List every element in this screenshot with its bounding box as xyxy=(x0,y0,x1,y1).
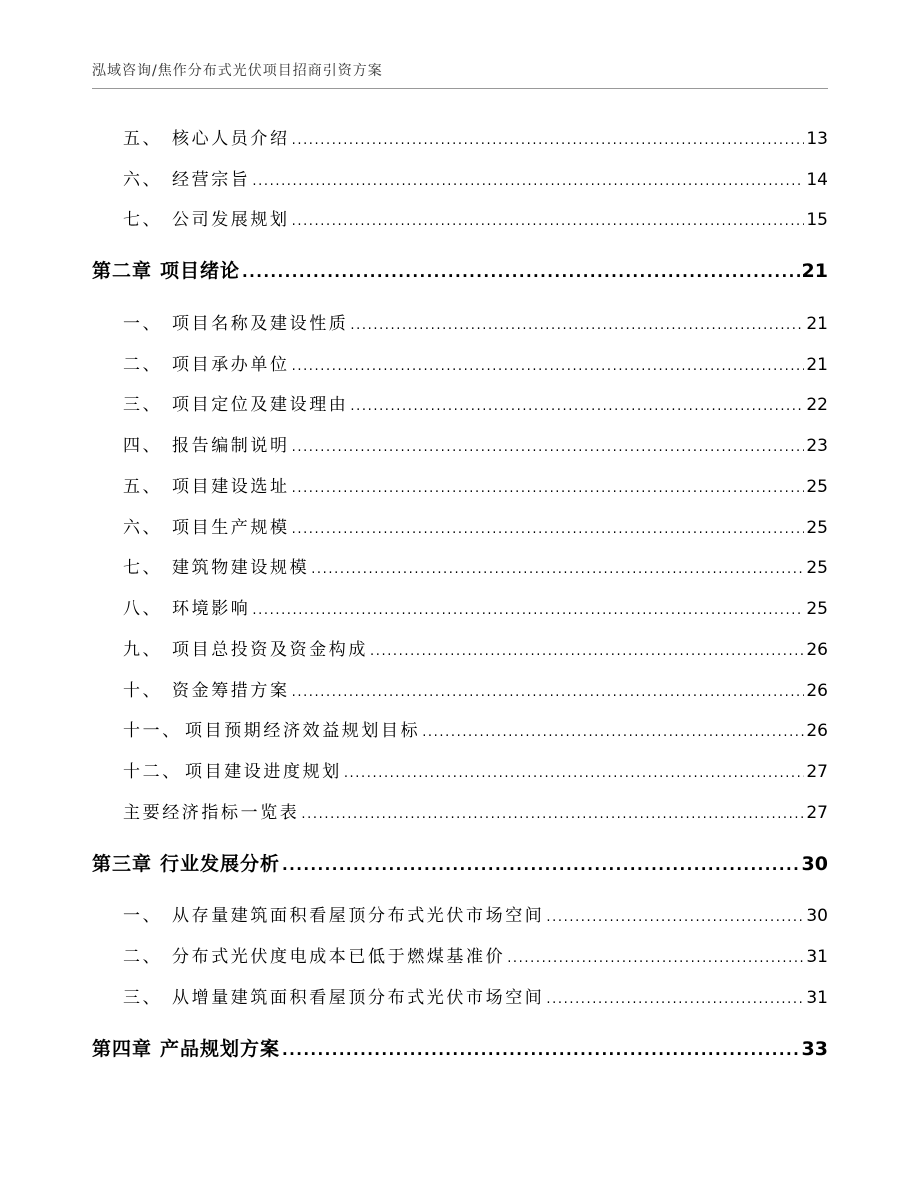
toc-chapter-number: 第三章 xyxy=(92,853,153,875)
toc-leader-dots xyxy=(292,127,805,144)
toc-chapter-title: 行业发展分析 xyxy=(160,853,281,875)
toc-entry[interactable] xyxy=(92,901,828,926)
toc-leader-dots xyxy=(252,168,804,185)
toc-entry[interactable] xyxy=(92,553,828,578)
toc-entry-title: 项目预期经济效益规划目标 xyxy=(185,721,421,741)
toc-leader-dots xyxy=(546,986,804,1003)
toc-leader-dots xyxy=(292,475,805,492)
toc-entry-number: 四、 xyxy=(123,436,163,456)
toc-entry-page: 25 xyxy=(806,518,828,538)
toc-entry-title: 项目建设选址 xyxy=(172,477,290,497)
toc-leader-dots xyxy=(422,719,804,736)
toc-entry[interactable] xyxy=(92,757,828,782)
toc-chapter-title: 产品规划方案 xyxy=(160,1038,281,1060)
toc-entry-title: 建筑物建设规模 xyxy=(172,558,310,578)
toc-entry[interactable] xyxy=(92,594,828,619)
toc-entry[interactable] xyxy=(92,165,828,190)
toc-entry-number: 一、 xyxy=(123,906,163,926)
toc-chapter[interactable] xyxy=(92,1034,828,1061)
toc-entry-title: 资金筹措方案 xyxy=(172,681,290,701)
toc-leader-dots xyxy=(282,1036,800,1055)
toc-entry-page: 26 xyxy=(806,721,828,741)
toc-entry[interactable] xyxy=(92,513,828,538)
toc-chapter-title: 项目绪论 xyxy=(160,260,241,282)
toc-entry-page: 26 xyxy=(806,640,828,660)
toc-entry[interactable] xyxy=(92,676,828,701)
toc-entry-page: 14 xyxy=(806,170,828,190)
toc-entry-page: 22 xyxy=(806,395,828,415)
toc-entry-page: 27 xyxy=(806,762,828,782)
toc-entry-number: 九、 xyxy=(123,640,163,660)
toc-entry-number: 六、 xyxy=(123,518,163,538)
toc-entry-page: 15 xyxy=(806,210,828,230)
toc-leader-dots xyxy=(370,638,804,655)
toc-entry-title: 主要经济指标一览表 xyxy=(123,803,300,823)
toc-entry-page: 25 xyxy=(806,477,828,497)
toc-chapter-page: 30 xyxy=(801,853,828,875)
toc-entry-number: 八、 xyxy=(123,599,163,619)
toc-entry[interactable] xyxy=(92,431,828,456)
toc-entry-number: 十一、 xyxy=(123,721,182,741)
toc-leader-dots xyxy=(546,904,804,921)
toc-entry-title: 从增量建筑面积看屋顶分布式光伏市场空间 xyxy=(172,988,545,1008)
toc-leader-dots xyxy=(292,516,805,533)
toc-entry-title: 项目建设进度规划 xyxy=(185,762,342,782)
toc-chapter[interactable] xyxy=(92,256,828,283)
toc-chapter-page: 33 xyxy=(801,1038,828,1060)
toc-entry[interactable] xyxy=(92,124,828,149)
toc-leader-dots xyxy=(350,312,804,329)
toc-entry[interactable] xyxy=(92,635,828,660)
toc-entry-number: 十、 xyxy=(123,681,163,701)
toc-chapter-number: 第四章 xyxy=(92,1038,153,1060)
toc-leader-dots xyxy=(507,945,804,962)
toc-entry-title: 经营宗旨 xyxy=(172,170,251,190)
toc-entry-number: 一、 xyxy=(123,314,163,334)
toc-entry[interactable] xyxy=(92,350,828,375)
toc-entry-page: 13 xyxy=(806,129,828,149)
toc-entry[interactable] xyxy=(92,390,828,415)
toc-entry[interactable] xyxy=(92,472,828,497)
toc-leader-dots xyxy=(282,851,800,870)
toc-leader-dots xyxy=(301,801,804,818)
toc-entry[interactable] xyxy=(92,205,828,230)
toc-entry-title: 项目定位及建设理由 xyxy=(172,395,349,415)
toc-leader-dots xyxy=(292,679,805,696)
toc-chapter-number: 第二章 xyxy=(92,260,153,282)
toc-entry[interactable] xyxy=(92,983,828,1008)
toc-leader-dots xyxy=(292,353,805,370)
toc-leader-dots xyxy=(350,393,804,410)
toc-entry-page: 25 xyxy=(806,558,828,578)
toc-entry-page: 31 xyxy=(806,947,828,967)
toc-entry-title: 核心人员介绍 xyxy=(172,129,290,149)
toc-entry-number: 五、 xyxy=(123,477,163,497)
toc-entry-title: 项目名称及建设性质 xyxy=(172,314,349,334)
toc-entry-page: 26 xyxy=(806,681,828,701)
toc-entry-number: 五、 xyxy=(123,129,163,149)
toc-entry-page: 27 xyxy=(806,803,828,823)
toc-entry-number: 七、 xyxy=(123,210,163,230)
toc-entry-title: 分布式光伏度电成本已低于燃煤基准价 xyxy=(172,947,506,967)
toc-entry[interactable] xyxy=(92,716,828,741)
toc-entry-page: 21 xyxy=(806,314,828,334)
toc-leader-dots xyxy=(344,760,805,777)
toc-entry-page: 31 xyxy=(806,988,828,1008)
toc-leader-dots xyxy=(311,556,804,573)
toc-entry-number: 二、 xyxy=(123,947,163,967)
toc-entry-title: 项目总投资及资金构成 xyxy=(172,640,368,660)
toc-chapter[interactable] xyxy=(92,849,828,876)
toc-leader-dots xyxy=(292,208,805,225)
toc-leader-dots xyxy=(252,597,804,614)
toc-chapter-page: 21 xyxy=(801,260,828,282)
toc-entry-page: 30 xyxy=(806,906,828,926)
toc-entry[interactable] xyxy=(92,798,828,823)
toc-entry-number: 十二、 xyxy=(123,762,182,782)
toc-entry-number: 三、 xyxy=(123,988,163,1008)
toc-entry-title: 项目承办单位 xyxy=(172,355,290,375)
toc-entry-page: 21 xyxy=(806,355,828,375)
toc-entry[interactable] xyxy=(92,942,828,967)
toc-entry-title: 从存量建筑面积看屋顶分布式光伏市场空间 xyxy=(172,906,545,926)
toc-entry-page: 23 xyxy=(806,436,828,456)
toc-entry-title: 报告编制说明 xyxy=(172,436,290,456)
running-header: 泓域咨询/焦作分布式光伏项目招商引资方案 xyxy=(92,63,383,79)
toc-entry-number: 三、 xyxy=(123,395,163,415)
toc-leader-dots xyxy=(242,258,800,277)
toc-entry-title: 环境影响 xyxy=(172,599,251,619)
toc-entry-number: 二、 xyxy=(123,355,163,375)
toc-entry-page: 25 xyxy=(806,599,828,619)
toc-entry-title: 公司发展规划 xyxy=(172,210,290,230)
toc-entry-title: 项目生产规模 xyxy=(172,518,290,538)
toc-entry-number: 七、 xyxy=(123,558,163,578)
toc-entry[interactable] xyxy=(92,309,828,334)
toc-leader-dots xyxy=(292,434,805,451)
toc-entry-number: 六、 xyxy=(123,170,163,190)
